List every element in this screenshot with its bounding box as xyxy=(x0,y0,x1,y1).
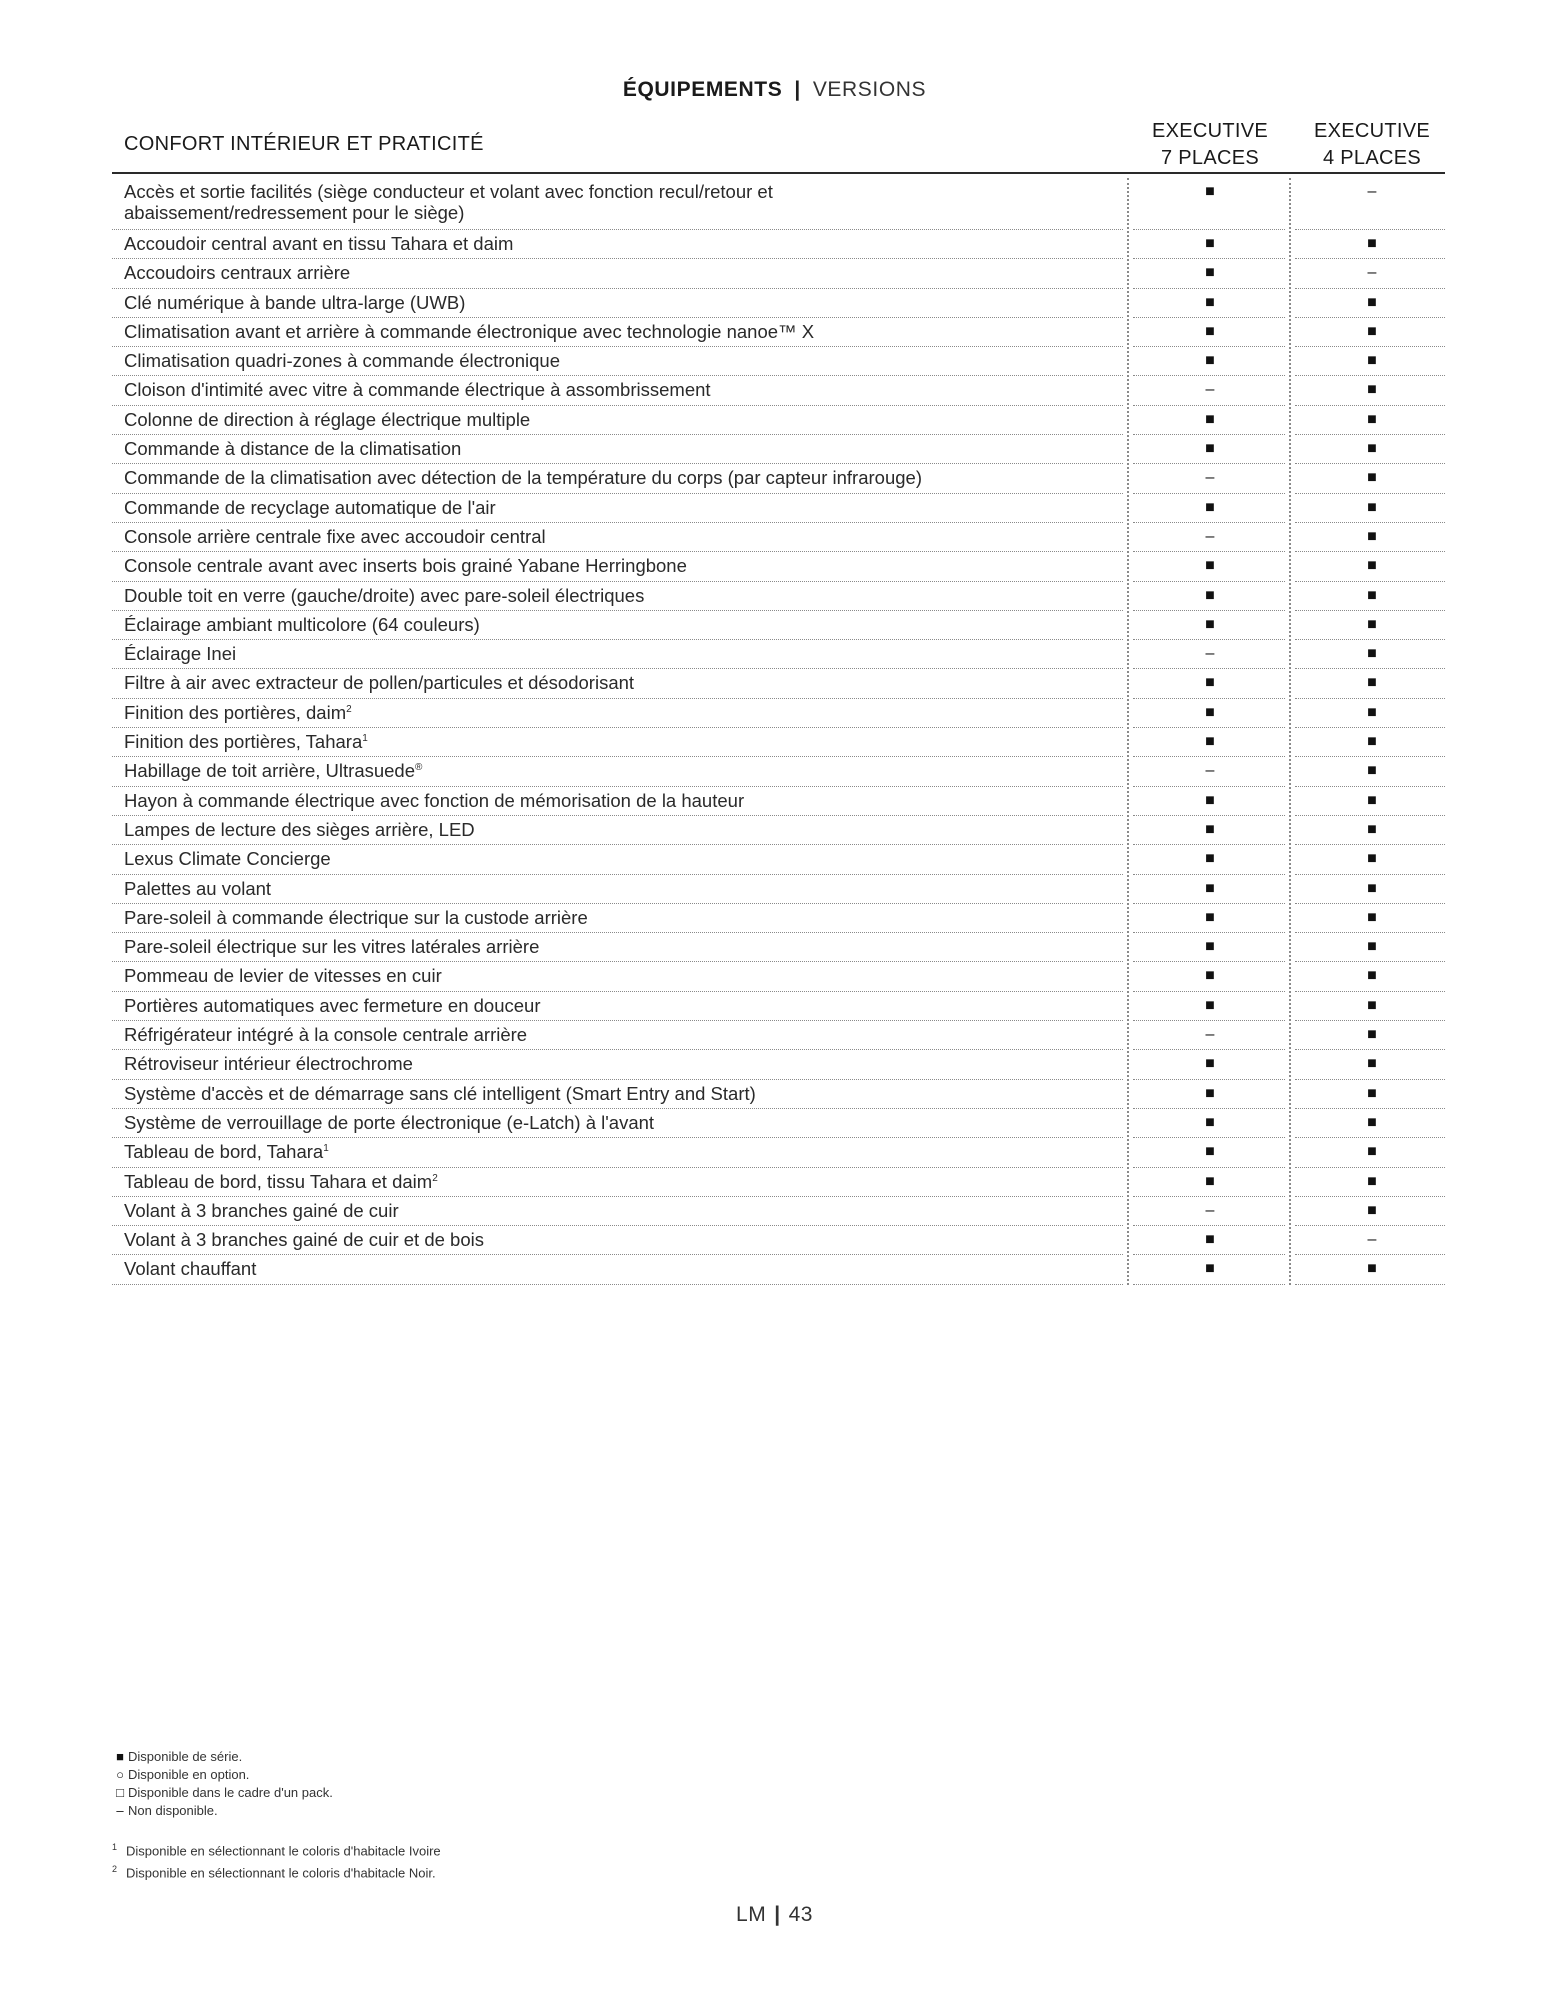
table-row xyxy=(112,259,1445,288)
row-label-text: Hayon à commande électrique avec fonction de mémorisation de la hauteur xyxy=(124,789,745,811)
footnote-ref: 1 xyxy=(362,732,368,744)
row-label xyxy=(124,1258,1114,1279)
row-label-text: Cloison d'intimité avec vitre à commande électrique à assombrissement xyxy=(124,379,711,401)
table-row xyxy=(112,875,1445,904)
footer-separator: | xyxy=(774,1903,781,1926)
legend-symbol: – xyxy=(116,1803,124,1818)
table-row xyxy=(112,787,1445,816)
legend-text: Disponible en option. xyxy=(128,1767,250,1782)
row-label-text: Accès et sortie facilités (siège conducteur et volant avec fonction recul/retour et xyxy=(124,181,773,202)
column-header-executive-4 xyxy=(1302,118,1442,172)
legend-text: Non disponible. xyxy=(128,1803,218,1818)
availability-executive-4: ■ xyxy=(1367,762,1377,780)
availability-executive-7: ■ xyxy=(1205,1172,1215,1190)
row-label-text: Climatisation avant et arrière à commande électronique avec technologie nanoe™ X xyxy=(124,320,815,342)
row-label xyxy=(124,1083,1114,1104)
row-label xyxy=(124,1112,1114,1133)
legend-item xyxy=(112,1784,333,1802)
table-row xyxy=(112,1197,1445,1226)
availability-executive-4: ■ xyxy=(1367,235,1377,252)
row-label xyxy=(124,438,1114,459)
availability-executive-7: ■ xyxy=(1205,322,1215,340)
row-divider xyxy=(1133,1284,1285,1285)
row-label xyxy=(124,233,1114,254)
footnote xyxy=(112,1838,441,1860)
row-label xyxy=(124,497,1114,518)
row-label-text: Accoudoir central avant en tissu Tahara et daim xyxy=(124,233,514,254)
row-label-text: Lexus Climate Concierge xyxy=(124,848,331,870)
footnote-text: Disponible en sélectionnant le coloris d'habitacle Noir. xyxy=(126,1865,436,1881)
row-label-text: Console arrière centrale fixe avec accoudoir central xyxy=(124,525,546,547)
availability-executive-7: ■ xyxy=(1205,352,1215,370)
table-row xyxy=(112,1021,1445,1050)
table-row xyxy=(112,757,1445,786)
availability-executive-4: ■ xyxy=(1367,645,1377,663)
legend xyxy=(112,1748,333,1820)
table-row xyxy=(112,178,1445,230)
row-label-text: Palettes au volant xyxy=(124,877,272,899)
row-label-text: Commande de recyclage automatique de l'air xyxy=(124,496,496,518)
table-row xyxy=(112,347,1445,376)
availability-executive-7: ■ xyxy=(1205,498,1215,516)
row-label-text: Tableau de bord, Tahara xyxy=(124,1141,324,1163)
legend-symbol: ■ xyxy=(116,1749,124,1764)
row-label-text: Volant à 3 branches gainé de cuir et de bois xyxy=(124,1229,484,1251)
table-row xyxy=(112,669,1445,698)
table-row xyxy=(112,1050,1445,1079)
table-row xyxy=(112,1109,1445,1138)
availability-executive-7: ■ xyxy=(1205,410,1215,428)
row-label xyxy=(124,1141,1114,1162)
table-row xyxy=(112,1255,1445,1284)
row-label-text-line2: abaissement/redressement pour le siège) xyxy=(124,202,465,223)
row-label xyxy=(124,379,1114,400)
table-row xyxy=(112,992,1445,1021)
footnote-ref: 2 xyxy=(346,703,352,715)
table-row xyxy=(112,816,1445,845)
row-label xyxy=(124,790,1114,811)
row-label-text: Rétroviseur intérieur électrochrome xyxy=(124,1053,413,1075)
row-label xyxy=(124,702,1114,723)
table-row xyxy=(112,962,1445,991)
availability-executive-7: – xyxy=(1205,381,1215,399)
availability-executive-7: ■ xyxy=(1205,1055,1215,1073)
row-label-text: Accoudoirs centraux arrière xyxy=(124,262,351,284)
availability-executive-7: ■ xyxy=(1205,879,1215,897)
table-row xyxy=(112,640,1445,669)
availability-executive-7: ■ xyxy=(1205,264,1215,282)
availability-executive-4: ■ xyxy=(1367,615,1377,633)
legend-item xyxy=(112,1766,333,1784)
table-row xyxy=(112,230,1445,259)
column-header-line2: 7 PLACES xyxy=(1160,147,1259,169)
availability-executive-4: ■ xyxy=(1367,322,1377,340)
footnote-ref: ® xyxy=(415,762,423,774)
availability-executive-4: ■ xyxy=(1367,996,1377,1014)
table-row xyxy=(112,699,1445,728)
column-header-line1: EXECUTIVE xyxy=(1151,120,1269,142)
row-label-text: Pommeau de levier de vitesses en cuir xyxy=(124,965,442,987)
table-body xyxy=(112,178,1445,1285)
row-label-text: Clé numérique à bande ultra-large (UWB) xyxy=(124,291,466,313)
footnote-ref: 1 xyxy=(323,1143,329,1155)
row-label xyxy=(124,1171,1114,1192)
table-row xyxy=(112,1168,1445,1197)
availability-executive-7: ■ xyxy=(1205,235,1215,252)
table-row xyxy=(112,494,1445,523)
availability-executive-7: ■ xyxy=(1205,1260,1215,1278)
availability-executive-7: ■ xyxy=(1205,557,1215,575)
column-header-line2: 4 PLACES xyxy=(1322,147,1421,169)
availability-executive-4: ■ xyxy=(1367,352,1377,370)
availability-executive-4: ■ xyxy=(1367,791,1377,809)
column-header-executive-7 xyxy=(1140,118,1280,172)
table-row xyxy=(112,904,1445,933)
table-row xyxy=(112,464,1445,493)
row-label xyxy=(124,262,1114,283)
availability-executive-7: ■ xyxy=(1205,586,1215,604)
availability-executive-7: ■ xyxy=(1205,615,1215,633)
legend-item xyxy=(112,1748,333,1766)
row-label-text: Réfrigérateur intégré à la console centrale arrière xyxy=(124,1024,528,1046)
table-row xyxy=(112,845,1445,874)
availability-executive-4: ■ xyxy=(1367,1055,1377,1073)
availability-executive-7: ■ xyxy=(1205,938,1215,956)
availability-executive-7: ■ xyxy=(1205,1143,1215,1161)
availability-executive-7: ■ xyxy=(1205,1231,1215,1249)
header-section: ÉQUIPEMENTS xyxy=(622,78,783,101)
availability-executive-7: – xyxy=(1205,645,1215,663)
availability-executive-7: ■ xyxy=(1205,1084,1215,1102)
availability-executive-4: ■ xyxy=(1367,1143,1377,1161)
availability-executive-7: ■ xyxy=(1205,820,1215,838)
legend-symbol: ○ xyxy=(116,1767,124,1782)
row-label-text: Portières automatiques avec fermeture en douceur xyxy=(124,994,541,1016)
availability-executive-4: ■ xyxy=(1367,527,1377,545)
row-label-text: Colonne de direction à réglage électrique multiple xyxy=(124,408,531,430)
availability-executive-4: ■ xyxy=(1367,557,1377,575)
row-label xyxy=(124,819,1114,840)
availability-executive-7: ■ xyxy=(1205,850,1215,868)
availability-executive-4: ■ xyxy=(1367,1260,1377,1278)
availability-executive-4: – xyxy=(1367,183,1377,200)
availability-executive-4: ■ xyxy=(1367,938,1377,956)
availability-executive-4: ■ xyxy=(1367,733,1377,751)
row-label xyxy=(124,292,1114,313)
availability-executive-7: ■ xyxy=(1205,733,1215,751)
availability-executive-4: ■ xyxy=(1367,469,1377,487)
row-label xyxy=(124,878,1114,899)
row-label xyxy=(124,731,1114,752)
availability-executive-7: ■ xyxy=(1205,183,1215,200)
row-divider xyxy=(112,1284,1123,1285)
availability-executive-7: ■ xyxy=(1205,791,1215,809)
table-row xyxy=(112,552,1445,581)
availability-executive-7: – xyxy=(1205,762,1215,780)
page-number: 43 xyxy=(788,1903,813,1926)
row-label xyxy=(124,1229,1114,1250)
table-row xyxy=(112,611,1445,640)
header-subsection: VERSIONS xyxy=(812,78,927,101)
availability-executive-4: ■ xyxy=(1367,703,1377,721)
row-label-text: Finition des portières, daim xyxy=(124,701,347,723)
row-label xyxy=(124,760,1114,781)
row-label-text: Double toit en verre (gauche/droite) avec pare-soleil électriques xyxy=(124,584,645,606)
legend-text: Disponible de série. xyxy=(128,1749,243,1764)
table-row xyxy=(112,728,1445,757)
row-label xyxy=(124,672,1114,693)
row-label-text: Volant à 3 branches gainé de cuir xyxy=(124,1199,399,1221)
row-label-text: Habillage de toit arrière, Ultrasuede xyxy=(124,760,416,782)
table-row xyxy=(112,933,1445,962)
page-header xyxy=(0,78,1549,102)
availability-executive-7: – xyxy=(1205,527,1215,545)
availability-executive-4: ■ xyxy=(1367,440,1377,458)
row-label-text: Lampes de lecture des sièges arrière, LED xyxy=(124,818,475,840)
equipment-table xyxy=(112,118,1445,1285)
availability-executive-7: ■ xyxy=(1205,967,1215,985)
availability-executive-4: ■ xyxy=(1367,879,1377,897)
row-label xyxy=(124,1053,1114,1074)
availability-executive-7: ■ xyxy=(1205,440,1215,458)
row-label-text: Éclairage Inei xyxy=(124,643,237,665)
row-label-text: Filtre à air avec extracteur de pollen/particules et désodorisant xyxy=(124,672,635,694)
table-row xyxy=(112,582,1445,611)
footnotes xyxy=(112,1838,441,1883)
availability-executive-4: – xyxy=(1367,264,1377,282)
availability-executive-4: ■ xyxy=(1367,674,1377,692)
table-section-title: CONFORT INTÉRIEUR ET PRATICITÉ xyxy=(124,133,484,155)
footnote-text: Disponible en sélectionnant le coloris d'habitacle Ivoire xyxy=(126,1843,441,1859)
availability-executive-4: ■ xyxy=(1367,498,1377,516)
row-label-text: Climatisation quadri-zones à commande électronique xyxy=(124,350,561,372)
availability-executive-4: ■ xyxy=(1367,1084,1377,1102)
row-label-text: Commande à distance de la climatisation xyxy=(124,438,462,460)
row-divider xyxy=(1295,1284,1445,1285)
availability-executive-4: ■ xyxy=(1367,381,1377,399)
row-label xyxy=(124,614,1114,635)
availability-executive-4: ■ xyxy=(1367,1201,1377,1219)
table-row xyxy=(112,1138,1445,1167)
table-row xyxy=(112,435,1445,464)
availability-executive-4: ■ xyxy=(1367,820,1377,838)
row-label xyxy=(124,555,1114,576)
legend-text: Disponible dans le cadre d'un pack. xyxy=(128,1785,333,1800)
availability-executive-4: ■ xyxy=(1367,908,1377,926)
table-row xyxy=(112,289,1445,318)
availability-executive-7: ■ xyxy=(1205,996,1215,1014)
availability-executive-4: ■ xyxy=(1367,1026,1377,1044)
availability-executive-4: ■ xyxy=(1367,586,1377,604)
table-row xyxy=(112,318,1445,347)
availability-executive-4: ■ xyxy=(1367,1172,1377,1190)
availability-executive-7: ■ xyxy=(1205,1113,1215,1131)
availability-executive-4: ■ xyxy=(1367,967,1377,985)
availability-executive-4: – xyxy=(1367,1231,1377,1249)
column-header-line1: EXECUTIVE xyxy=(1313,120,1431,142)
table-row xyxy=(112,1080,1445,1109)
footnote xyxy=(112,1860,441,1882)
row-label-text: Console centrale avant avec inserts bois grainé Yabane Herringbone xyxy=(124,555,687,577)
row-label xyxy=(124,409,1114,430)
header-separator: | xyxy=(794,78,801,101)
row-label xyxy=(124,848,1114,869)
row-label xyxy=(124,643,1114,664)
table-row xyxy=(112,1226,1445,1255)
row-label-text: Pare-soleil électrique sur les vitres latérales arrière xyxy=(124,936,540,958)
row-label xyxy=(124,526,1114,547)
availability-executive-4: ■ xyxy=(1367,410,1377,428)
row-label xyxy=(124,1024,1114,1045)
row-label-text: Tableau de bord, tissu Tahara et daim xyxy=(124,1170,433,1192)
table-header xyxy=(112,118,1445,174)
availability-executive-7: – xyxy=(1205,1026,1215,1044)
availability-executive-7: ■ xyxy=(1205,293,1215,311)
availability-executive-7: – xyxy=(1205,1201,1215,1219)
row-label-text: Pare-soleil à commande électrique sur la custode arrière xyxy=(124,906,588,928)
row-label-text: Éclairage ambiant multicolore (64 couleurs) xyxy=(124,613,480,635)
row-label-text: Commande de la climatisation avec détection de la température du corps (par capteur infrarouge) xyxy=(124,467,922,489)
availability-executive-7: ■ xyxy=(1205,674,1215,692)
row-label-text: Volant chauffant xyxy=(124,1258,257,1280)
availability-executive-7: ■ xyxy=(1205,908,1215,926)
page-footer xyxy=(0,1903,1549,1927)
row-label xyxy=(124,1200,1114,1221)
row-label-text: Système de verrouillage de porte électronique (e-Latch) à l'avant xyxy=(124,1111,655,1133)
table-row xyxy=(112,523,1445,552)
footnote-mark: 2 xyxy=(112,1864,118,1875)
table-row xyxy=(112,406,1445,435)
row-label xyxy=(124,350,1114,371)
footnote-ref: 2 xyxy=(432,1172,438,1184)
row-label xyxy=(124,321,1114,342)
row-label xyxy=(124,907,1114,928)
row-label-text: Système d'accès et de démarrage sans clé intelligent (Smart Entry and Start) xyxy=(124,1082,756,1104)
row-label xyxy=(124,995,1114,1016)
availability-executive-4: ■ xyxy=(1367,850,1377,868)
availability-executive-4: ■ xyxy=(1367,293,1377,311)
table-row xyxy=(112,376,1445,405)
row-label xyxy=(124,936,1114,957)
footer-model: LM xyxy=(736,1903,767,1926)
footnote-mark: 1 xyxy=(112,1842,118,1852)
row-label-text: Finition des portières, Tahara xyxy=(124,731,363,753)
availability-executive-7: ■ xyxy=(1205,703,1215,721)
legend-item xyxy=(112,1802,333,1820)
availability-executive-4: ■ xyxy=(1367,1113,1377,1131)
row-label xyxy=(124,181,1114,223)
row-label xyxy=(124,965,1114,986)
availability-executive-7: – xyxy=(1205,469,1215,487)
row-label xyxy=(124,585,1114,606)
legend-symbol: □ xyxy=(116,1785,124,1800)
row-label xyxy=(124,467,1114,488)
